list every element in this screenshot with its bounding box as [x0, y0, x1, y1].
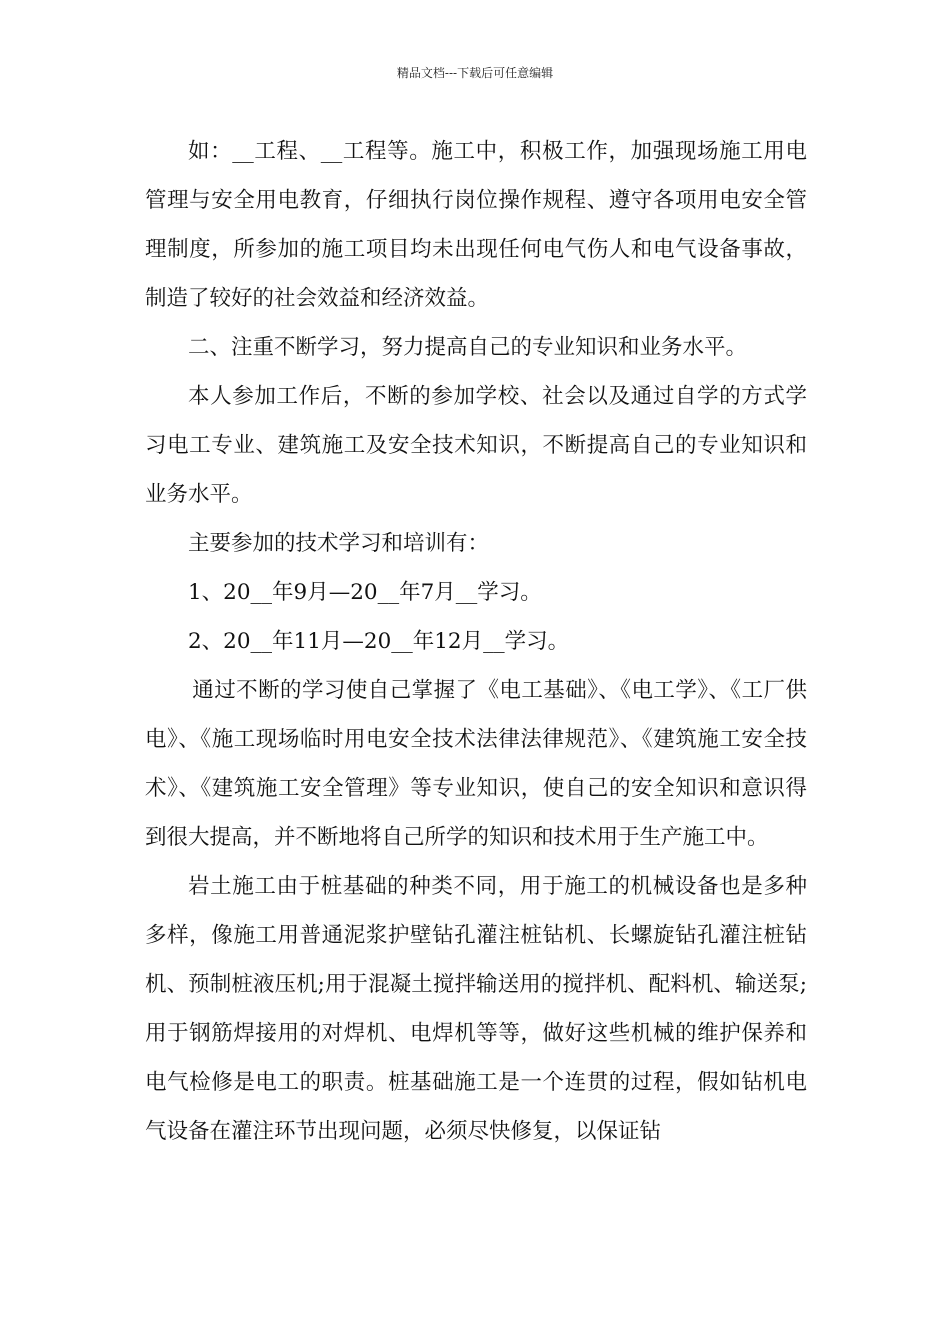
document-body [145, 127, 807, 1156]
paragraph-equipment-maintenance: 岩土施工由于桩基础的种类不同，用于施工的机械设备也是多种多样，像施工用普通泥浆护壁钻孔灌注桩钻机、长螺旋钻孔灌注桩钻机、预制桩液压机;用于混凝土搅拌输送用的搅拌机、配料机、输送泵;用于钢筋焊接用的对焊机、电焊机等等，做好这些机械的维护保养和电气检修是电工的职责。桩基础施工是一个连贯的过程，假如钻机电气设备在灌注环节出现问题，必须尽快修复，以保证钻 [145, 874, 807, 1144]
paragraph-knowledge-gained: 通过不断的学习使自己掌握了《电工基础》、《电工学》、《工厂供电》、《施工现场临时用电安全技术法律法律规范》、《建筑施工安全技术》、《建筑施工安全管理》等专业知识，使自己的安全知识和意识得到很大提高，并不断地将自己所学的知识和技术用于生产施工中。 [145, 678, 807, 850]
list-item-training-1: 1、20__年9月—20__年7月__学习。 [188, 580, 542, 605]
paragraph-self-study: 本人参加工作后，不断的参加学校、社会以及通过自学的方式学习电工专业、建筑施工及安全技术知识，不断提高自己的专业知识和业务水平。 [145, 384, 807, 507]
paragraph-project-safety: 如：__工程、__工程等。施工中，积极工作，加强现场施工用电管理与安全用电教育，仔细执行岗位操作规程、遵守各项用电安全管理制度，所参加的施工项目均未出现任何电气伤人和电气设备事故，制造了较好的社会效益和经济效益。 [145, 139, 807, 311]
paragraph-training-intro: 主要参加的技术学习和培训有： [188, 531, 490, 556]
page-header: 精品文档---下载后可任意编辑 [396, 66, 554, 80]
list-item-training-2: 2、20__年11月—20__年12月__学习。 [188, 629, 570, 654]
section-heading-study: 二、注重不断学习，努力提高自己的专业知识和业务水平。 [188, 335, 748, 360]
